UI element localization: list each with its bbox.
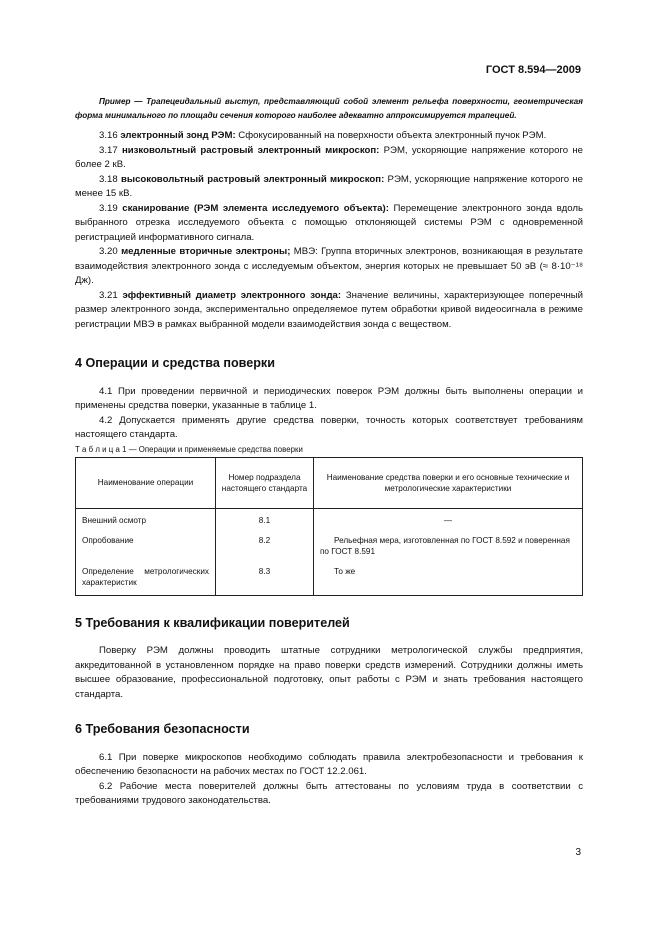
def-text: РЭМ, ускоряющие напряжение которого не более 2 кВ.	[75, 144, 584, 170]
table-row	[76, 562, 583, 596]
section-6-title: 6 Требования безопасности	[75, 722, 250, 736]
def-text: МВЭ: Группа вторичных электронов, возникающая в результате взаимодействия электронного зонда с исследуемым объектом, энергия которых не превышает 50 эВ (≈ 8·10⁻¹⁸ Дж).	[75, 246, 583, 286]
definition-3-19	[75, 202, 583, 246]
def-num: 3.21	[99, 289, 118, 301]
section-4-title: 4 Операции и средства поверки	[75, 356, 275, 370]
def-text: Значение величины, характеризующее поперечный размер электронного зонда, экспериментально определяемое путем обработки кривой видеосигнала в режиме регистрации МВЭ в рамках выбранной модели взаимодействия зонда с веществом.	[75, 289, 583, 330]
cell-means: Рельефная мера, изготовленная по ГОСТ 8.592 и поверенная по ГОСТ 8.591	[314, 531, 583, 562]
def-term: электронный зонд РЭМ:	[120, 130, 236, 141]
paragraph-5: Поверку РЭМ должны проводить штатные сотрудники метрологической службы предприятия, аккредитованной в установленном порядке на право поверки средств измерений. Сотрудники должны иметь высшее образование, профессиональной подготовку, опыт работы с РЭМ и знать требования настоящего стандарта.	[75, 645, 583, 700]
paragraph-6-1: 6.1 При поверке микроскопов необходимо соблюдать правила электробезопасности и требования к обеспечению безопасности на рабочих местах по ГОСТ 12.2.061.	[75, 751, 583, 777]
table-row	[76, 509, 583, 531]
def-num: 3.18	[99, 173, 118, 185]
cell-operation: Внешний осмотр	[76, 509, 216, 531]
definition-3-16	[75, 129, 583, 144]
def-term: низковольтный растровый электронный микроскоп:	[121, 144, 380, 156]
def-num: 3.17	[99, 144, 118, 156]
header-means: Наименование средства поверки и его основные технические и метрологические характеристики	[314, 458, 583, 509]
def-text: РЭМ, ускоряющие напряжение которого не менее 15 кВ.	[75, 173, 583, 199]
cell-subsection: 8.3	[216, 562, 314, 596]
page-number: 3	[575, 847, 581, 858]
header-subsection: Номер подраздела настоящего стандарта	[216, 458, 314, 509]
example-note: Пример — Трапецеидальный выступ, представляющий собой элемент рельефа поверхности, геометрическая форма минимального по площади сечения которого наиболее адекватно аппроксимируется трапецией.	[75, 97, 583, 120]
def-num: 3.19	[99, 202, 118, 214]
def-term: сканирование (РЭМ элемента исследуемого объекта):	[122, 202, 389, 214]
def-term: медленные вторичные электроны;	[121, 246, 291, 257]
cell-operation: Опробование	[76, 531, 216, 562]
definition-3-21	[75, 289, 583, 333]
table-caption: Т а б л и ц а 1 — Операции и применяемые средства поверки	[75, 444, 303, 454]
paragraph-4-2: 4.2 Допускается применять другие средства поверки, точность которых соответствует требованиям настоящего стандарта.	[75, 414, 583, 440]
def-term: высоковольтный растровый электронный микроскоп:	[120, 173, 385, 185]
def-text: Перемещение электронного зонда вдоль выбранного отрезка исследуемого объекта с помощью отклоняющей системы РЭМ с одновременной регистрацией информативного сигнала.	[75, 202, 583, 243]
standard-header: ГОСТ 8.594—2009	[485, 64, 581, 76]
cell-means: —	[314, 509, 583, 531]
table-row	[76, 531, 583, 562]
def-num: 3.20	[99, 246, 118, 257]
def-text: Сфокусированный на поверхности объекта электронный пучок РЭМ.	[235, 130, 547, 141]
section-5-title: 5 Требования к квалификации поверителей	[75, 615, 350, 630]
cell-subsection: 8.1	[216, 509, 314, 531]
def-term: эффективный диаметр электронного зонда:	[122, 289, 342, 301]
header-operation: Наименование операции	[76, 458, 216, 509]
def-num: 3.16	[99, 130, 118, 141]
cell-subsection: 8.2	[216, 531, 314, 562]
operations-table	[75, 457, 583, 596]
cell-means: То же	[314, 562, 583, 596]
paragraph-4-1: 4.1 При проведении первичной и периодических поверок РЭМ должны быть выполнены операции и применены средства поверки, указанные в таблице 1.	[75, 385, 583, 411]
table-header-row	[76, 458, 583, 509]
definition-3-17	[75, 144, 583, 173]
page-content	[75, 95, 583, 809]
definition-3-18	[75, 173, 583, 202]
cell-operation: Определение метрологических характеристик	[76, 562, 216, 596]
definition-3-20	[75, 245, 583, 289]
paragraph-6-2: 6.2 Рабочие места поверителей должны быть аттестованы по условиям труда в соответствии с требованиями трудового законодательства.	[75, 780, 583, 806]
